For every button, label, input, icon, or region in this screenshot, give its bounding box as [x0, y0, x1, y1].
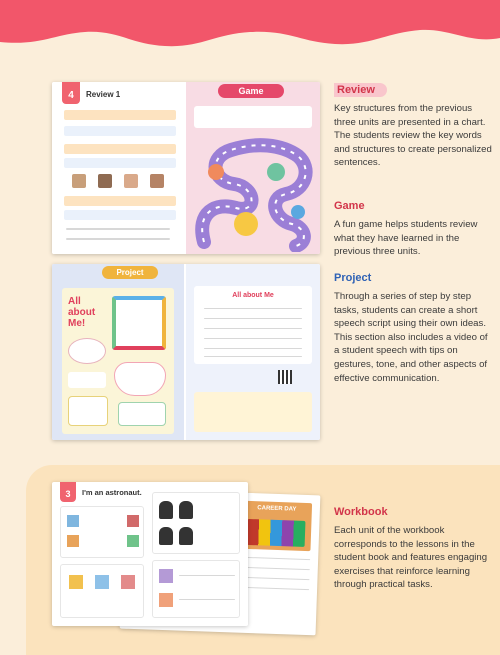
workbook-description: Each unit of the workbook corresponds to the lessons in the student book and features engaging exercises that reinforce learning through practical tasks. [334, 525, 488, 591]
check-box [194, 392, 312, 432]
speech-bubble [68, 338, 106, 364]
writing-line [66, 228, 170, 230]
picture [121, 575, 135, 589]
writing-line [240, 557, 310, 560]
silhouette [159, 527, 173, 545]
career-day-illustration [240, 501, 312, 551]
review-chart-row [64, 158, 176, 168]
unit-tab [62, 82, 80, 104]
picture [95, 575, 109, 589]
writing-line [204, 308, 302, 309]
writing-line [239, 587, 309, 590]
game-board [186, 132, 320, 252]
project-speech-page [186, 264, 320, 440]
writing-line [66, 238, 170, 240]
poster-title: All about Me! [68, 296, 96, 329]
unit-number: 3 [65, 489, 71, 499]
info-box [68, 372, 106, 388]
poster-card [62, 288, 174, 434]
writing-line [240, 567, 310, 570]
writing-line [204, 348, 302, 349]
picture [159, 569, 173, 583]
exercise-box [152, 492, 240, 554]
review-game-spread-thumbnail [52, 82, 320, 254]
speech-card-title: All about Me [232, 292, 274, 299]
career-day-banner: CAREER DAY [257, 505, 297, 513]
project-spread-thumbnail [52, 264, 320, 440]
project-section [334, 268, 494, 385]
workbook-section [334, 502, 494, 592]
exercise-box [152, 560, 240, 618]
review-chart-row [64, 210, 176, 220]
photo-frame [112, 296, 166, 350]
info-box [118, 402, 166, 426]
info-box [68, 396, 108, 426]
writing-line [204, 338, 302, 339]
heart-box [114, 362, 166, 396]
photo [124, 174, 138, 188]
picture [69, 575, 83, 589]
workbook-page-thumbnail [52, 482, 248, 626]
writing-line [204, 356, 302, 357]
review-chart-row [64, 144, 176, 154]
workbook-heading: Workbook [334, 506, 388, 518]
speech-card [194, 286, 312, 364]
writing-line [179, 575, 235, 576]
game-banner [218, 84, 284, 98]
project-description: Through a series of step by step tasks, students can create a short speech script using their own ideas. This section also includes a video of a student speech with tips on gestures, tone, and other aspects of effective communication. [334, 291, 488, 384]
exercise-box [60, 564, 144, 618]
unit-number: 4 [68, 90, 74, 101]
game-instructions-box [194, 106, 312, 128]
picture [127, 535, 139, 547]
picture [127, 515, 139, 527]
photo [98, 174, 112, 188]
silhouette [179, 501, 193, 519]
review-page [52, 82, 184, 254]
picture [67, 535, 79, 547]
game-page [186, 82, 320, 254]
writing-line [179, 599, 235, 600]
project-banner-label: Project [116, 268, 144, 277]
people-figures [247, 519, 306, 547]
review-chart-row [64, 110, 176, 120]
silhouette [179, 527, 193, 545]
exercise-box [60, 506, 144, 558]
silhouette [159, 501, 173, 519]
game-heading: Game [334, 200, 365, 212]
photo [72, 174, 86, 188]
project-poster-page [52, 264, 184, 440]
unit-tab [60, 482, 76, 502]
review-section [334, 80, 494, 170]
review-chart-row [64, 196, 176, 206]
review-heading: Review [334, 83, 387, 97]
game-banner-label: Game [238, 86, 264, 96]
review-chart-row [64, 126, 176, 136]
top-wave-band [0, 0, 500, 52]
qr-code [278, 370, 292, 384]
writing-line [204, 328, 302, 329]
picture [67, 515, 79, 527]
review-description: Key structures from the previous three units are presented in a chart. The students review the key words and structures to create personalized sentences. [334, 103, 492, 169]
workbook-page-title: I'm an astronaut. [82, 488, 142, 497]
game-section [334, 196, 494, 259]
photo [150, 174, 164, 188]
game-description: A fun game helps students review what they have learned in the previous three units. [334, 219, 478, 258]
project-heading: Project [334, 272, 372, 284]
writing-line [239, 577, 309, 580]
writing-line [204, 318, 302, 319]
picture [159, 593, 173, 607]
review-page-title: Review 1 [86, 90, 121, 99]
project-banner [102, 266, 158, 279]
